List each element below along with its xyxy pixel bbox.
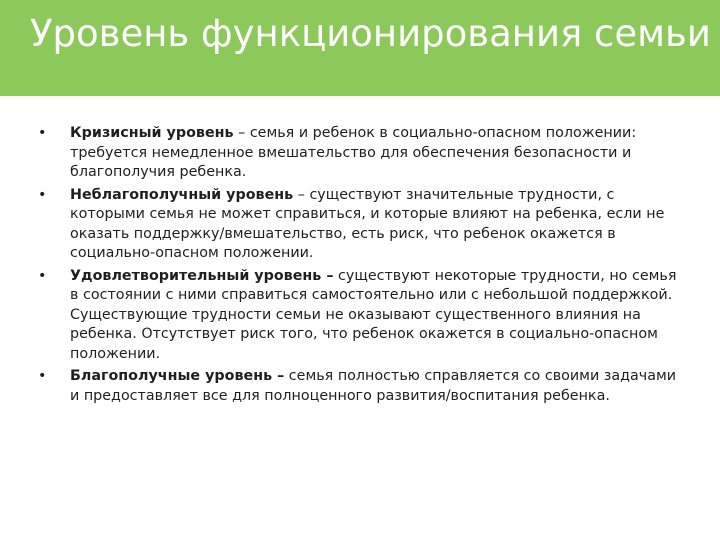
bullet-icon: • <box>38 186 47 203</box>
level-term: Неблагополучный уровень <box>70 186 294 203</box>
title-banner <box>0 0 720 96</box>
level-description: – семья и ребенок в социально-опасном положении: требуется немедленное вмешательство для обеспечения безопасности и благополучия ребенка. <box>70 125 637 180</box>
level-description: существуют некоторые трудности, но семья в состоянии с ними справиться самостоятельно или с небольшой поддержкой. Существующие трудности семьи не оказывают существенного влияния на ребенка. Отсутствует риск того, что ребенок окажется в социально-опасном положении. <box>70 267 677 362</box>
bullet-icon: • <box>38 267 47 284</box>
bullet-icon: • <box>38 368 47 384</box>
list-item-crisis <box>38 124 688 183</box>
level-description: семья полностью справляется со своими задачами и предоставляет все для полноценного развития/воспитания ребенка. <box>70 368 677 404</box>
bullet-icon: • <box>38 125 47 141</box>
level-term: Удовлетворительный уровень – <box>70 267 334 284</box>
level-list <box>38 124 688 409</box>
level-term: Кризисный уровень <box>70 125 234 141</box>
list-item-prosperous <box>38 367 688 406</box>
level-description: – существуют значительные трудности, с которыми семья не может справиться, и которые влияют на ребенка, если не оказать поддержку/вмешательство, есть риск, что ребенок окажется в социально-опасном положении. <box>70 186 665 261</box>
list-item-dysfunctional <box>38 186 688 264</box>
slide-title: Уровень функционирования семьи <box>30 12 711 55</box>
level-term: Благополучные уровень – <box>70 368 285 384</box>
list-item-satisfactory <box>38 267 688 365</box>
